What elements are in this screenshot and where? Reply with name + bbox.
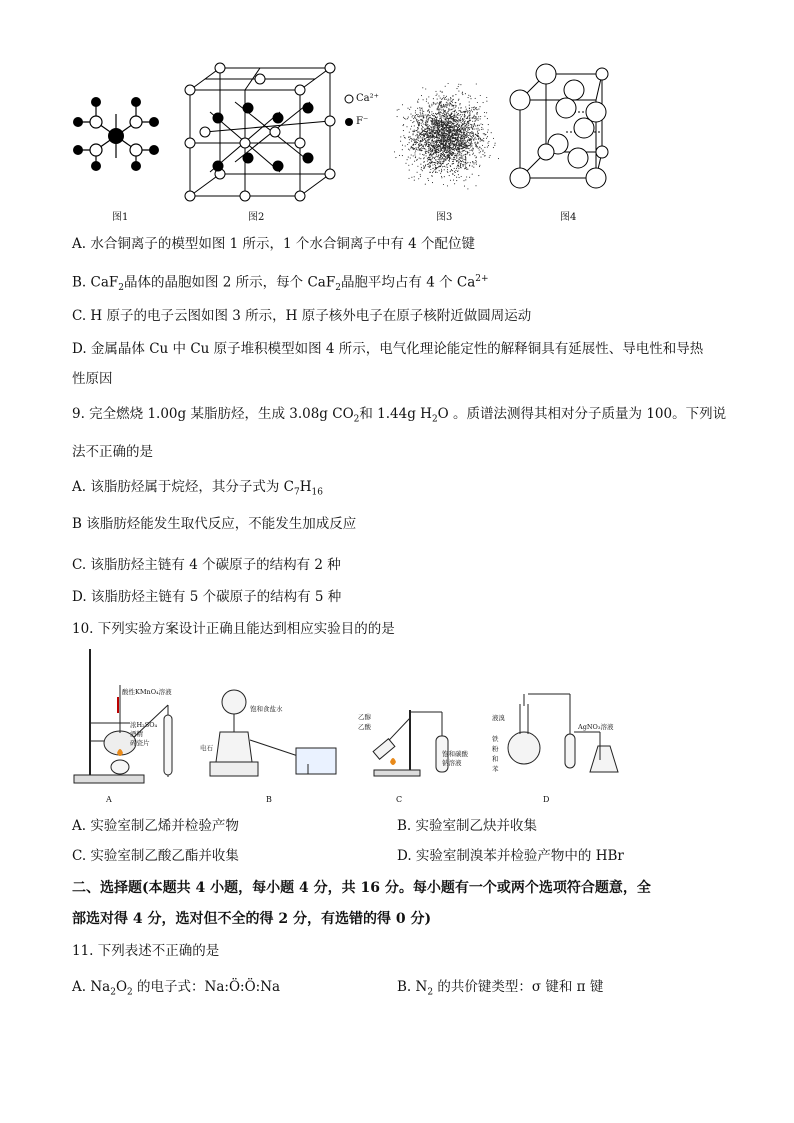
q8-option-d-line2: 性原因 — [72, 371, 113, 387]
q9-option-a: A. 该脂肪烃属于烷烃，其分子式为 $C_7H_{16}$ — [72, 479, 323, 498]
legend-ca-icon — [344, 94, 354, 104]
apparatus-a-letter: A — [106, 795, 112, 804]
apparatus-c-letter: C — [396, 795, 403, 804]
section-2-heading-line2: 部选对得 4 分，选对但不全的得 2 分，有选错的得 0 分) — [72, 911, 432, 927]
apparatus-a-label-chips: 碎瓷片 — [130, 739, 150, 747]
legend-f-icon — [344, 117, 354, 127]
section-2-heading-line1: 二、选择题(本题共 4 小题，每小题 4 分，共 16 分。每小题有一个或两个选项符合题意，全 — [72, 880, 651, 896]
figure-2-caption: 图2 — [248, 212, 265, 223]
q11-option-a: A. $Na_2O_2$ 的电子式：Na:Ö:Ö:Na — [72, 979, 281, 998]
figure-3-electron-cloud — [392, 82, 500, 190]
q8-option-d-line1: D. 金属晶体 Cu 中 Cu 原子堆积模型如图 4 所示，电气化理论能定性的解释铜具有延展性、导电性和导热 — [72, 341, 704, 357]
q9-option-c: C. 该脂肪烃主链有 4 个碳原子的结构有 2 种 — [72, 557, 341, 573]
apparatus-a — [70, 645, 190, 790]
apparatus-c-label-solution: 钠溶液 — [442, 759, 462, 767]
q11-stem: 11. 下列表述不正确的是 — [72, 943, 220, 959]
q11-option-b: B. $N_2$ 的共价键类型：σ 键和 π 键 — [397, 979, 604, 998]
q9-stem-line1: 9. 完全燃烧 1.00g 某脂肪烃，生成 3.08g $CO_2$和 1.44g $H_2O$ 。质谱法测得其相对分子质量为 100。下列说 — [72, 406, 727, 425]
apparatus-d-label-bromine: 液溴 — [492, 714, 505, 722]
apparatus-c-label-carbonate: 饱和碳酸 — [442, 750, 468, 758]
figure-1-caption: 图1 — [112, 212, 129, 223]
q10-option-a: A. 实验室制乙烯并检验产物 — [72, 818, 239, 834]
apparatus-c-label-ethanol: 乙醇 — [358, 713, 371, 721]
figure-2-unit-cell — [180, 62, 340, 202]
q9-option-b: B 该脂肪烃能发生取代反应，不能发生加成反应 — [72, 516, 357, 532]
apparatus-d — [490, 690, 630, 780]
q10-stem: 10. 下列实验方案设计正确且能达到相应实验目的的是 — [72, 621, 395, 637]
apparatus-a-label-alcohol: 酒精 — [130, 730, 143, 738]
apparatus-b-letter: B — [266, 795, 272, 804]
legend-f-label: F⁻ — [356, 116, 369, 127]
apparatus-d-letter: D — [543, 795, 550, 804]
apparatus-d-label-benzene: 苯 — [492, 765, 499, 773]
apparatus-d-label-and: 和 — [492, 755, 499, 763]
apparatus-a-label-kmno4: 酸性KMnO₄溶液 — [122, 688, 172, 696]
q10-option-c: C. 实验室制乙酸乙酯并收集 — [72, 848, 239, 864]
q9-stem-line2: 法不正确的是 — [72, 444, 153, 460]
apparatus-b — [200, 682, 340, 792]
apparatus-b-label-carbide: 电石 — [200, 744, 213, 752]
q8-option-c: C. H 原子的电子云图如图 3 所示，H 原子核外电子在原子核附近做圆周运动 — [72, 308, 532, 324]
apparatus-d-label-iron: 铁 — [492, 735, 499, 743]
apparatus-d-label-agno3: AgNO₃溶液 — [578, 723, 614, 731]
q8-option-b: B. CaF$_2$晶体的晶胞如图 2 所示，每个 CaF$_2$晶胞平均占有 4 个 $Ca^{2+}$ — [72, 274, 489, 294]
q10-option-d: D. 实验室制溴苯并检验产物中的 HBr — [397, 848, 624, 864]
apparatus-a-label-h2so4: 浓H₂SO₄ — [130, 721, 158, 729]
q10-option-b: B. 实验室制乙炔并收集 — [397, 818, 538, 834]
figure-4-caption: 图4 — [560, 212, 577, 223]
q8-option-a: A. 水合铜离子的模型如图 1 所示，1 个水合铜离子中有 4 个配位键 — [72, 236, 476, 252]
apparatus-d-label-powder: 粉 — [492, 745, 499, 753]
q9-option-d: D. 该脂肪烃主链有 5 个碳原子的结构有 5 种 — [72, 589, 342, 605]
figure-1-model — [68, 92, 164, 172]
apparatus-c-label-acid: 乙酸 — [358, 723, 371, 731]
figure-3-caption: 图3 — [436, 212, 453, 223]
legend-ca-label: Ca²⁺ — [356, 93, 379, 104]
figure-4-packing-model — [506, 62, 610, 202]
apparatus-b-label-brine: 饱和食盐水 — [250, 705, 283, 713]
